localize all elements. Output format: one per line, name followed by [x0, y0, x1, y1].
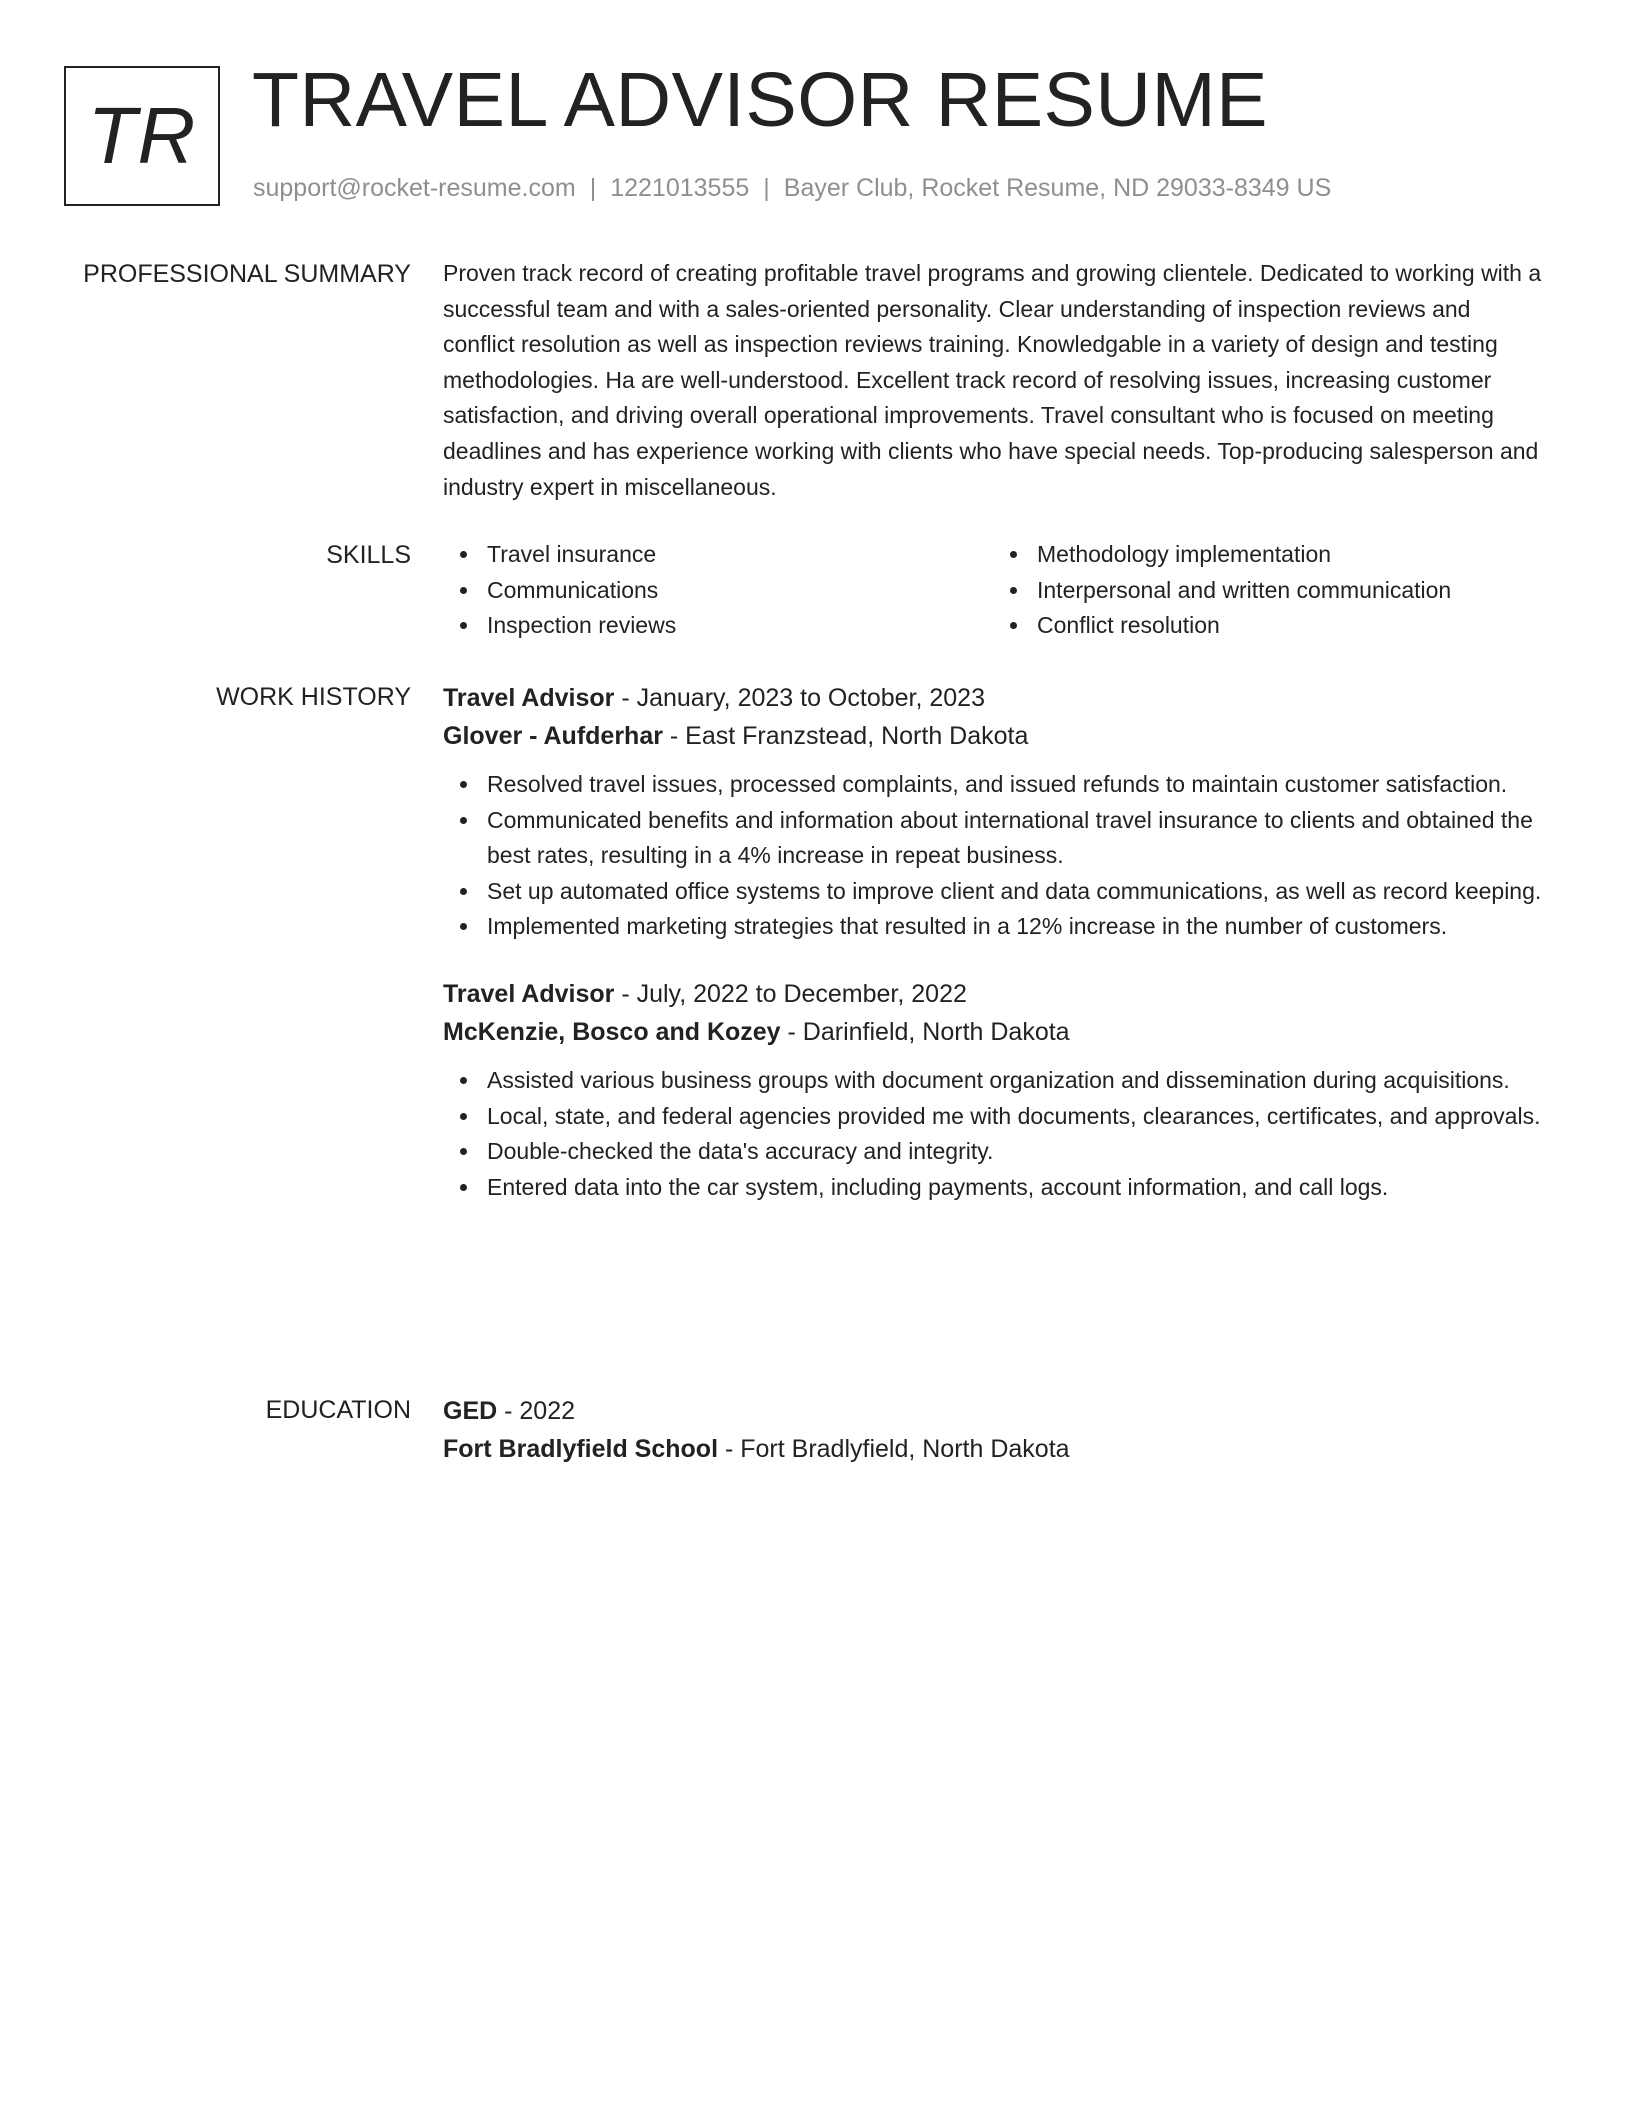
job-title: Travel Advisor	[443, 684, 615, 712]
skills-list-left	[443, 537, 993, 644]
job-bullets	[443, 767, 1567, 945]
work-history-body	[443, 679, 1543, 1205]
job-bullet: Set up automated office systems to improve client and data communications, as well as record keeping.	[487, 874, 1567, 910]
skills-body	[443, 537, 1543, 644]
job-bullet: Double-checked the data's accuracy and integrity.	[487, 1134, 1567, 1170]
education-school-line	[443, 1430, 1543, 1468]
education-location: - Fort Bradlyfield, North Dakota	[718, 1435, 1070, 1463]
job-title-line	[443, 975, 1543, 1013]
job-title-line	[443, 679, 1543, 717]
job-company-line	[443, 1013, 1543, 1051]
education-body	[443, 1392, 1543, 1468]
skill-item: Communications	[487, 573, 993, 609]
summary-text: Proven track record of creating profitable travel programs and growing clientele. Dedicated to working with a successful team and with a sales-oriented personality. Clear understanding of inspection reviews and conflict resolution as well as inspection reviews training. Knowledgable in a variety of design and testing methodologies. Ha are well-understood. Excellent track record of resolving issues, increasing customer satisfaction, and driving overall operational improvements. Travel consultant who is focused on meeting deadlines and has experience working with clients who have special needs. Top-producing salesperson and industry expert in miscellaneous.	[443, 260, 1542, 500]
education-year: - 2022	[497, 1397, 576, 1425]
job-entry	[443, 975, 1543, 1205]
education-heading: EDUCATION	[265, 1396, 411, 1424]
monogram-logo: TR	[64, 66, 220, 206]
contact-phone[interactable]: 1221013555	[610, 174, 750, 202]
skills-list-right	[993, 537, 1543, 644]
work-history-heading: WORK HISTORY	[216, 683, 411, 711]
job-title: Travel Advisor	[443, 979, 615, 1008]
job-company: Glover - Aufderhar	[443, 722, 663, 750]
job-bullets	[443, 1063, 1567, 1205]
skills-heading: SKILLS	[326, 541, 411, 569]
skill-item: Inspection reviews	[487, 608, 993, 644]
job-dates: - January, 2023 to October, 2023	[614, 684, 985, 712]
summary-heading: PROFESSIONAL SUMMARY	[83, 260, 411, 288]
contact-separator: |	[589, 174, 597, 202]
skills-grid	[443, 537, 1543, 644]
contact-line	[253, 174, 1331, 203]
job-bullet: Entered data into the car system, including payments, account information, and call logs.	[487, 1170, 1567, 1206]
education-school: Fort Bradlyfield School	[443, 1435, 719, 1463]
skill-item: Methodology implementation	[1037, 537, 1543, 573]
job-location: - East Franzstead, North Dakota	[662, 722, 1029, 750]
skill-item: Travel insurance	[487, 537, 993, 573]
skill-item: Interpersonal and written communication	[1037, 573, 1543, 609]
job-bullet: Communicated benefits and information about international travel insurance to clients and obtained the best rates, resulting in a 4% increase in repeat business.	[487, 803, 1567, 874]
contact-email[interactable]: support@rocket-resume.com	[253, 174, 576, 202]
education-degree-line	[443, 1392, 1543, 1430]
job-bullet: Assisted various business groups with document organization and dissemination during acquisitions.	[487, 1063, 1567, 1099]
job-bullet: Implemented marketing strategies that resulted in a 12% increase in the number of customers.	[487, 909, 1567, 945]
summary-body	[443, 256, 1543, 505]
job-company: McKenzie, Bosco and Kozey	[443, 1017, 781, 1046]
job-location: - Darinfield, North Dakota	[780, 1017, 1070, 1046]
contact-separator: |	[763, 174, 770, 202]
job-bullet: Resolved travel issues, processed complaints, and issued refunds to maintain customer satisfaction.	[487, 767, 1567, 803]
job-entry	[443, 679, 1543, 945]
job-bullet: Local, state, and federal agencies provided me with documents, clearances, certificates, and approvals.	[487, 1099, 1567, 1135]
contact-address: Bayer Club, Rocket Resume, ND 29033-8349 US	[783, 174, 1332, 202]
job-dates: - July, 2022 to December, 2022	[614, 979, 967, 1008]
job-company-line	[443, 717, 1543, 755]
education-degree: GED	[443, 1397, 498, 1425]
skill-item: Conflict resolution	[1037, 608, 1543, 644]
resume-title: TRAVEL ADVISOR RESUME	[252, 57, 1269, 143]
